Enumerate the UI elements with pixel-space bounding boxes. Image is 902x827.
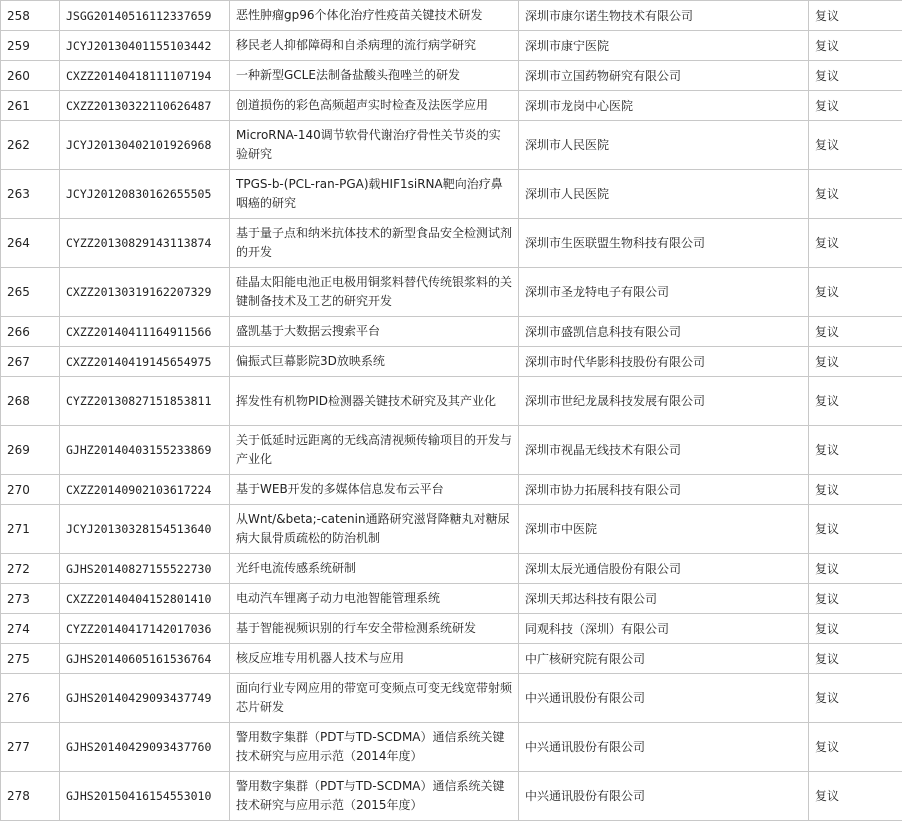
organization-name: 中兴通讯股份有限公司	[519, 772, 809, 821]
organization-name: 深圳天邦达科技有限公司	[519, 584, 809, 614]
project-name: 关于低延时远距离的无线高清视频传输项目的开发与产业化	[230, 426, 519, 475]
organization-name: 中兴通讯股份有限公司	[519, 674, 809, 723]
organization-name: 深圳市人民医院	[519, 121, 809, 170]
row-number: 275	[1, 644, 60, 674]
project-code: GJHS20140827155522730	[60, 554, 230, 584]
row-number: 276	[1, 674, 60, 723]
organization-name: 深圳市康宁医院	[519, 31, 809, 61]
review-result: 复议	[809, 170, 902, 219]
project-code: CYZZ20130827151853811	[60, 377, 230, 426]
table-row	[1, 31, 902, 61]
row-number: 269	[1, 426, 60, 475]
project-name: 基于量子点和纳米抗体技术的新型食品安全检测试剂的开发	[230, 219, 519, 268]
project-code: JSGG20140516112337659	[60, 1, 230, 31]
review-result: 复议	[809, 772, 902, 821]
project-name: 移民老人抑郁障碍和自杀病理的流行病学研究	[230, 31, 519, 61]
table-row	[1, 377, 902, 426]
project-code: GJHZ20140403155233869	[60, 426, 230, 475]
review-result: 复议	[809, 219, 902, 268]
project-name: 盛凯基于大数据云搜索平台	[230, 317, 519, 347]
review-result: 复议	[809, 505, 902, 554]
row-number: 270	[1, 475, 60, 505]
table-row	[1, 505, 902, 554]
organization-name: 深圳市中医院	[519, 505, 809, 554]
review-result: 复议	[809, 723, 902, 772]
project-name: 光纤电流传感系统研制	[230, 554, 519, 584]
project-code: CXZZ20140902103617224	[60, 475, 230, 505]
project-name: 警用数字集群（PDT与TD-SCDMA）通信系统关键技术研究与应用示范（2014年度）	[230, 723, 519, 772]
row-number: 272	[1, 554, 60, 584]
review-result: 复议	[809, 91, 902, 121]
organization-name: 深圳市康尔诺生物技术有限公司	[519, 1, 809, 31]
table-row	[1, 121, 902, 170]
project-name: 挥发性有机物PID检测器关键技术研究及其产业化	[230, 377, 519, 426]
organization-name: 深圳市龙岗中心医院	[519, 91, 809, 121]
review-result: 复议	[809, 31, 902, 61]
project-code: CYZZ20140417142017036	[60, 614, 230, 644]
project-name: 硅晶太阳能电池正电极用铜浆料替代传统银浆料的关键制备技术及工艺的研究开发	[230, 268, 519, 317]
table-row	[1, 1, 902, 31]
organization-name: 深圳市人民医院	[519, 170, 809, 219]
project-code: JCYJ20130328154513640	[60, 505, 230, 554]
project-name: 警用数字集群（PDT与TD-SCDMA）通信系统关键技术研究与应用示范（2015年度）	[230, 772, 519, 821]
table-row	[1, 426, 902, 475]
row-number: 278	[1, 772, 60, 821]
row-number: 265	[1, 268, 60, 317]
project-code: CYZZ20130829143113874	[60, 219, 230, 268]
review-result: 复议	[809, 121, 902, 170]
review-result: 复议	[809, 644, 902, 674]
project-name: 偏振式巨幕影院3D放映系统	[230, 347, 519, 377]
row-number: 274	[1, 614, 60, 644]
row-number: 268	[1, 377, 60, 426]
table-row	[1, 723, 902, 772]
table-row	[1, 347, 902, 377]
review-result: 复议	[809, 268, 902, 317]
row-number: 266	[1, 317, 60, 347]
project-name: TPGS-b-(PCL-ran-PGA)载HIF1siRNA靶向治疗鼻咽癌的研究	[230, 170, 519, 219]
review-result: 复议	[809, 475, 902, 505]
row-number: 271	[1, 505, 60, 554]
table-row	[1, 644, 902, 674]
review-result: 复议	[809, 317, 902, 347]
review-result: 复议	[809, 674, 902, 723]
table-body	[1, 1, 902, 821]
row-number: 258	[1, 1, 60, 31]
organization-name: 深圳市协力拓展科技有限公司	[519, 475, 809, 505]
project-name: 核反应堆专用机器人技术与应用	[230, 644, 519, 674]
project-name: 创道损伤的彩色高频超声实时检查及法医学应用	[230, 91, 519, 121]
project-code: JCYJ20130402101926968	[60, 121, 230, 170]
project-code: JCYJ20120830162655505	[60, 170, 230, 219]
table-row	[1, 170, 902, 219]
organization-name: 深圳市时代华影科技股份有限公司	[519, 347, 809, 377]
row-number: 262	[1, 121, 60, 170]
organization-name: 中兴通讯股份有限公司	[519, 723, 809, 772]
project-code: CXZZ20140404152801410	[60, 584, 230, 614]
table-row	[1, 772, 902, 821]
organization-name: 同观科技（深圳）有限公司	[519, 614, 809, 644]
project-code: CXZZ20140418111107194	[60, 61, 230, 91]
review-result: 复议	[809, 614, 902, 644]
table-row	[1, 614, 902, 644]
row-number: 263	[1, 170, 60, 219]
row-number: 261	[1, 91, 60, 121]
project-name: 一种新型GCLE法制备盐酸头孢唑兰的研发	[230, 61, 519, 91]
organization-name: 深圳市视晶无线技术有限公司	[519, 426, 809, 475]
row-number: 259	[1, 31, 60, 61]
review-result: 复议	[809, 347, 902, 377]
project-name: 面向行业专网应用的带宽可变频点可变无线宽带射频芯片研发	[230, 674, 519, 723]
review-result: 复议	[809, 426, 902, 475]
project-name: 恶性肿瘤gp96个体化治疗性疫苗关键技术研发	[230, 1, 519, 31]
review-result: 复议	[809, 584, 902, 614]
organization-name: 深圳市生医联盟生物科技有限公司	[519, 219, 809, 268]
table-row	[1, 674, 902, 723]
row-number: 267	[1, 347, 60, 377]
table-row	[1, 268, 902, 317]
organization-name: 深圳市世纪龙晟科技发展有限公司	[519, 377, 809, 426]
project-name: MicroRNA-140调节软骨代谢治疗骨性关节炎的实验研究	[230, 121, 519, 170]
project-code: GJHS20140429093437749	[60, 674, 230, 723]
project-code: GJHS20140605161536764	[60, 644, 230, 674]
organization-name: 深圳市立国药物研究有限公司	[519, 61, 809, 91]
table-row	[1, 317, 902, 347]
organization-name: 深圳市圣龙特电子有限公司	[519, 268, 809, 317]
row-number: 277	[1, 723, 60, 772]
project-code: CXZZ20140419145654975	[60, 347, 230, 377]
project-code: GJHS20150416154553010	[60, 772, 230, 821]
review-result: 复议	[809, 377, 902, 426]
table-row	[1, 554, 902, 584]
review-result: 复议	[809, 61, 902, 91]
project-name: 基于智能视频识别的行车安全带检测系统研发	[230, 614, 519, 644]
project-name: 电动汽车锂离子动力电池智能管理系统	[230, 584, 519, 614]
table-row	[1, 584, 902, 614]
project-code: JCYJ20130401155103442	[60, 31, 230, 61]
review-result: 复议	[809, 1, 902, 31]
table-row	[1, 91, 902, 121]
organization-name: 深圳太辰光通信股份有限公司	[519, 554, 809, 584]
project-code: CXZZ20130319162207329	[60, 268, 230, 317]
row-number: 260	[1, 61, 60, 91]
table-row	[1, 475, 902, 505]
project-name: 基于WEB开发的多媒体信息发布云平台	[230, 475, 519, 505]
table-row	[1, 219, 902, 268]
organization-name: 中广核研究院有限公司	[519, 644, 809, 674]
row-number: 264	[1, 219, 60, 268]
project-code: CXZZ20140411164911566	[60, 317, 230, 347]
table-row	[1, 61, 902, 91]
organization-name: 深圳市盛凯信息科技有限公司	[519, 317, 809, 347]
project-name: 从Wnt/&beta;-catenin通路研究滋肾降糖丸对糖尿病大鼠骨质疏松的防治机制	[230, 505, 519, 554]
project-code: GJHS20140429093437760	[60, 723, 230, 772]
review-result: 复议	[809, 554, 902, 584]
project-code: CXZZ20130322110626487	[60, 91, 230, 121]
row-number: 273	[1, 584, 60, 614]
